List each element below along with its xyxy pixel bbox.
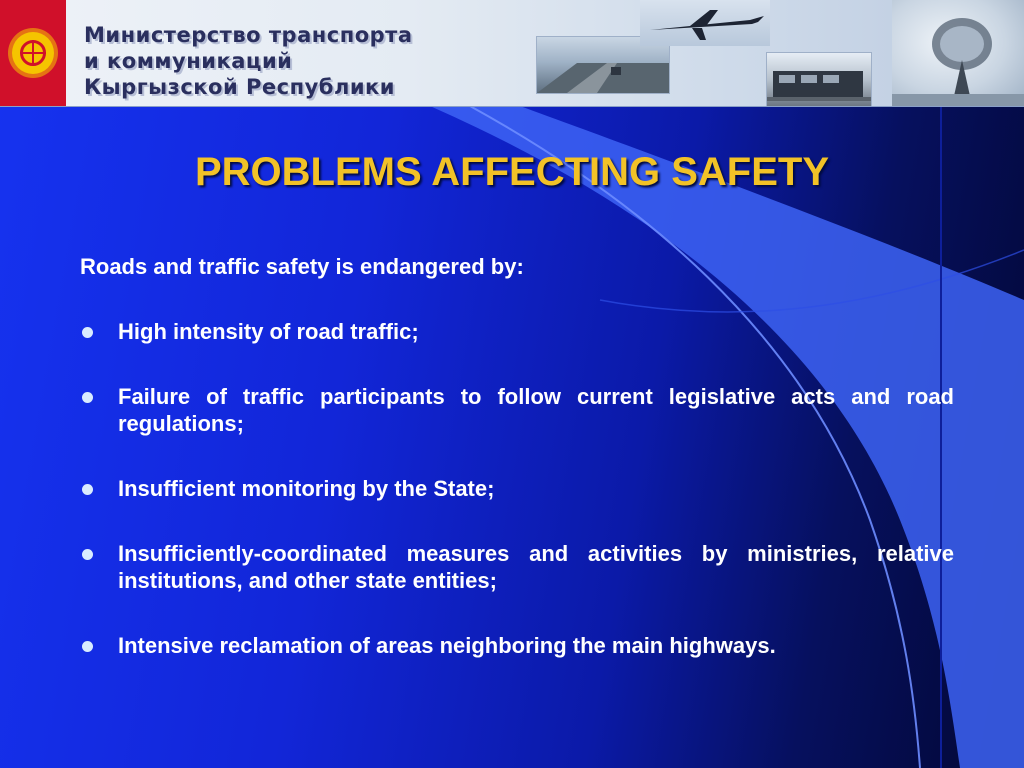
header-banner — [0, 0, 1024, 107]
ministry-name — [84, 22, 413, 100]
bullet-dot-icon — [82, 484, 93, 495]
bullet-text: High intensity of road traffic; — [118, 319, 419, 344]
satellite-dish-photo-icon — [892, 0, 1024, 106]
ministry-line-3: Кыргызской Республики — [84, 75, 396, 99]
bullet-text: Failure of traffic participants to follow current legislative acts and road regulations; — [118, 384, 954, 436]
bullet-text: Insufficient monitoring by the State; — [118, 476, 495, 501]
bullet-text: Insufficiently-coordinated measures and activities by ministries, relative institutions, and other state entities; — [118, 541, 954, 593]
ministry-line-1: Министерство транспорта — [84, 23, 413, 47]
airplane-photo-icon — [640, 0, 770, 46]
kyrgyz-flag-emblem-icon — [0, 0, 66, 106]
bullet-item — [80, 383, 954, 437]
bullet-item — [80, 318, 954, 345]
train-photo-icon — [766, 52, 872, 107]
bullet-list — [80, 318, 954, 697]
bullet-dot-icon — [82, 549, 93, 560]
bullet-item — [80, 540, 954, 594]
bullet-item — [80, 632, 954, 659]
ministry-line-2: и коммуникаций — [84, 49, 293, 73]
bullet-item — [80, 475, 954, 502]
slide-title: PROBLEMS AFFECTING SAFETY — [194, 150, 830, 194]
bullet-dot-icon — [82, 392, 93, 403]
bullet-dot-icon — [82, 641, 93, 652]
bullet-dot-icon — [82, 327, 93, 338]
intro-text: Roads and traffic safety is endangered by: — [80, 254, 524, 279]
tunduk-icon — [20, 40, 46, 66]
bullet-text: Intensive reclamation of areas neighboring the main highways. — [118, 633, 776, 658]
